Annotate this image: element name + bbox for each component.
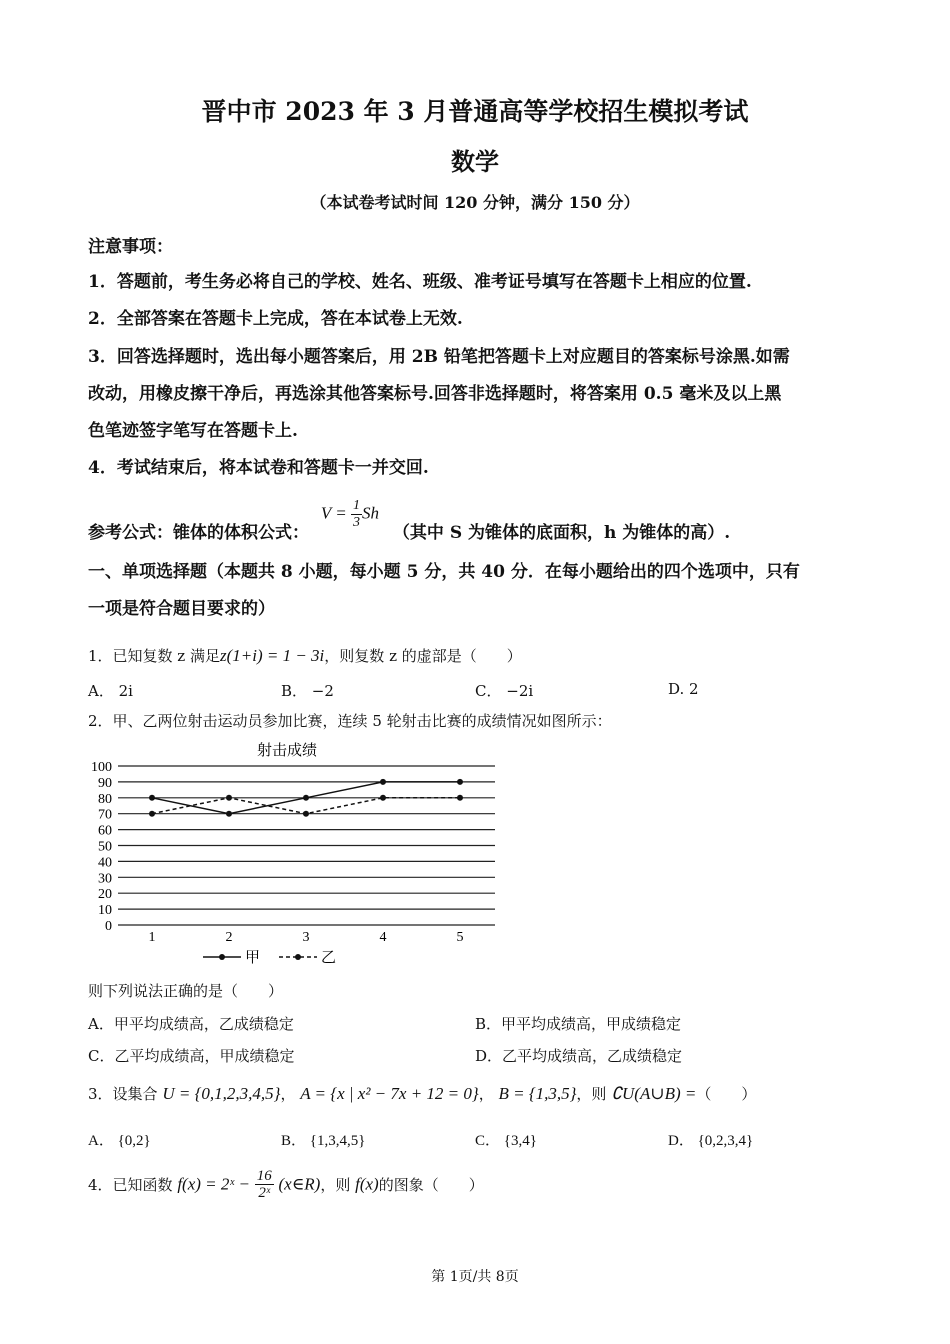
question-4-stem: 4．已知函数 f(x) = 2ˣ − $\frac{16}{\text{2ˣ}}$ (x∈R)，则 f(x)的图象（ ）	[88, 1168, 484, 1201]
data-point	[149, 795, 155, 801]
chart-legend	[203, 949, 336, 966]
chart-x-ticks	[149, 930, 464, 945]
shooting-chart	[80, 735, 510, 975]
legend-marker	[219, 954, 225, 960]
note-3c: 色笔迹签字笔写在答题卡上.	[88, 421, 298, 441]
x-tick-label: 3	[302, 930, 310, 945]
y-tick-label: 30	[98, 871, 112, 887]
note-3a: 3．回答选择题时，选出每小题答案后，用 2B 铅笔把答题卡上对应题目的答案标号涂黑.如需	[88, 347, 790, 367]
q2-option-c: C．乙平均成绩高，甲成绩稳定	[88, 1047, 295, 1065]
section1-line1: 一、单项选择题（本题共 8 小题，每小题 5 分，共 40 分．在每小题给出的四个选项中，只有	[88, 562, 800, 582]
q2-option-b: B．甲平均成绩高，甲成绩稳定	[475, 1015, 682, 1033]
y-tick-label: 80	[98, 791, 112, 807]
q1-option-a: A． 2i	[88, 682, 133, 700]
x-tick-label: 1	[148, 930, 156, 945]
chart-grid	[118, 766, 495, 925]
q3-option-b: B． {1,3,4,5}	[281, 1133, 366, 1149]
legend-label: 乙	[321, 950, 337, 966]
exam-info: （本试卷考试时间 120 分钟，满分 150 分）	[310, 193, 640, 212]
x-tick-label: 2	[225, 930, 233, 945]
data-point	[149, 811, 155, 817]
legend-label: 甲	[245, 950, 261, 966]
note-1: 1．答题前，考生务必将自己的学校、姓名、班级、准考证号填写在答题卡上相应的位置.	[88, 272, 752, 292]
q3-option-c: C． {3,4}	[475, 1133, 537, 1149]
y-tick-label: 40	[98, 855, 112, 871]
y-tick-label: 0	[105, 919, 112, 934]
chart-y-ticks	[91, 760, 112, 934]
question-3-stem: 3．设集合 U = {0,1,2,3,4,5}， A = {x | x² − 7x + 12 = 0}， B = {1,3,5}，则 ∁U(A∪B) =（ ）	[88, 1084, 757, 1103]
q1-option-b: B． −2	[281, 682, 334, 700]
formula-expression: V = $\frac{1}{3}$ Sh	[320, 498, 379, 530]
notes-heading: 注意事项：	[88, 237, 173, 257]
note-2: 2．全部答案在答题卡上完成，答在本试卷上无效.	[88, 309, 463, 329]
formula-prefix: 参考公式：锥体的体积公式：	[88, 523, 309, 543]
data-point	[457, 779, 463, 785]
data-point	[457, 795, 463, 801]
question-1-stem: 1．已知复数 z 满足z(1+i) = 1 − 3i，则复数 z 的虚部是（ ）	[88, 646, 522, 665]
x-tick-label: 4	[379, 930, 387, 945]
y-tick-label: 90	[98, 775, 112, 791]
note-3b: 改动，用橡皮擦干净后，再选涂其他答案标号.回答非选择题时，将答案用 0.5 毫米及以上黑	[88, 384, 782, 404]
q2-option-d: D．乙平均成绩高，乙成绩稳定	[475, 1047, 683, 1065]
y-tick-label: 100	[91, 760, 112, 775]
note-4: 4．考试结束后，将本试卷和答题卡一并交回.	[88, 458, 429, 478]
q1-option-d: D. 2	[668, 680, 699, 698]
data-point	[303, 811, 309, 817]
y-tick-label: 60	[98, 823, 112, 839]
q3-option-d: D． {0,2,3,4}	[668, 1133, 754, 1149]
y-tick-label: 50	[98, 839, 112, 855]
section1-line2: 一项是符合题目要求的）	[88, 599, 275, 619]
q2-option-a: A．甲平均成绩高，乙成绩稳定	[88, 1015, 294, 1033]
exam-title: 晋中市 2023 年 3 月普通高等学校招生模拟考试	[201, 97, 749, 126]
legend-marker	[295, 954, 301, 960]
subject-title: 数学	[451, 147, 499, 176]
data-point	[303, 795, 309, 801]
chart-title: 射击成绩	[256, 743, 318, 759]
formula-suffix: （其中 S 为锥体的底面积，h 为锥体的高）.	[392, 523, 731, 543]
x-tick-label: 5	[456, 930, 464, 945]
question-2-stem: 2．甲、乙两位射击运动员参加比赛，连续 5 轮射击比赛的成绩情况如图所示：	[88, 712, 612, 730]
reference-formula	[88, 498, 730, 543]
page-footer: 第 1页/共 8页	[431, 1269, 519, 1285]
y-tick-label: 70	[98, 807, 112, 823]
y-tick-label: 10	[98, 903, 112, 919]
data-point	[380, 795, 386, 801]
data-point	[226, 811, 232, 817]
q3-option-a: A． {0,2}	[88, 1133, 151, 1149]
q1-option-c: C． −2i	[475, 682, 534, 700]
y-tick-label: 20	[98, 887, 112, 903]
data-point	[226, 795, 232, 801]
data-point	[380, 779, 386, 785]
question-2-prompt: 则下列说法正确的是（ ）	[88, 982, 284, 1000]
